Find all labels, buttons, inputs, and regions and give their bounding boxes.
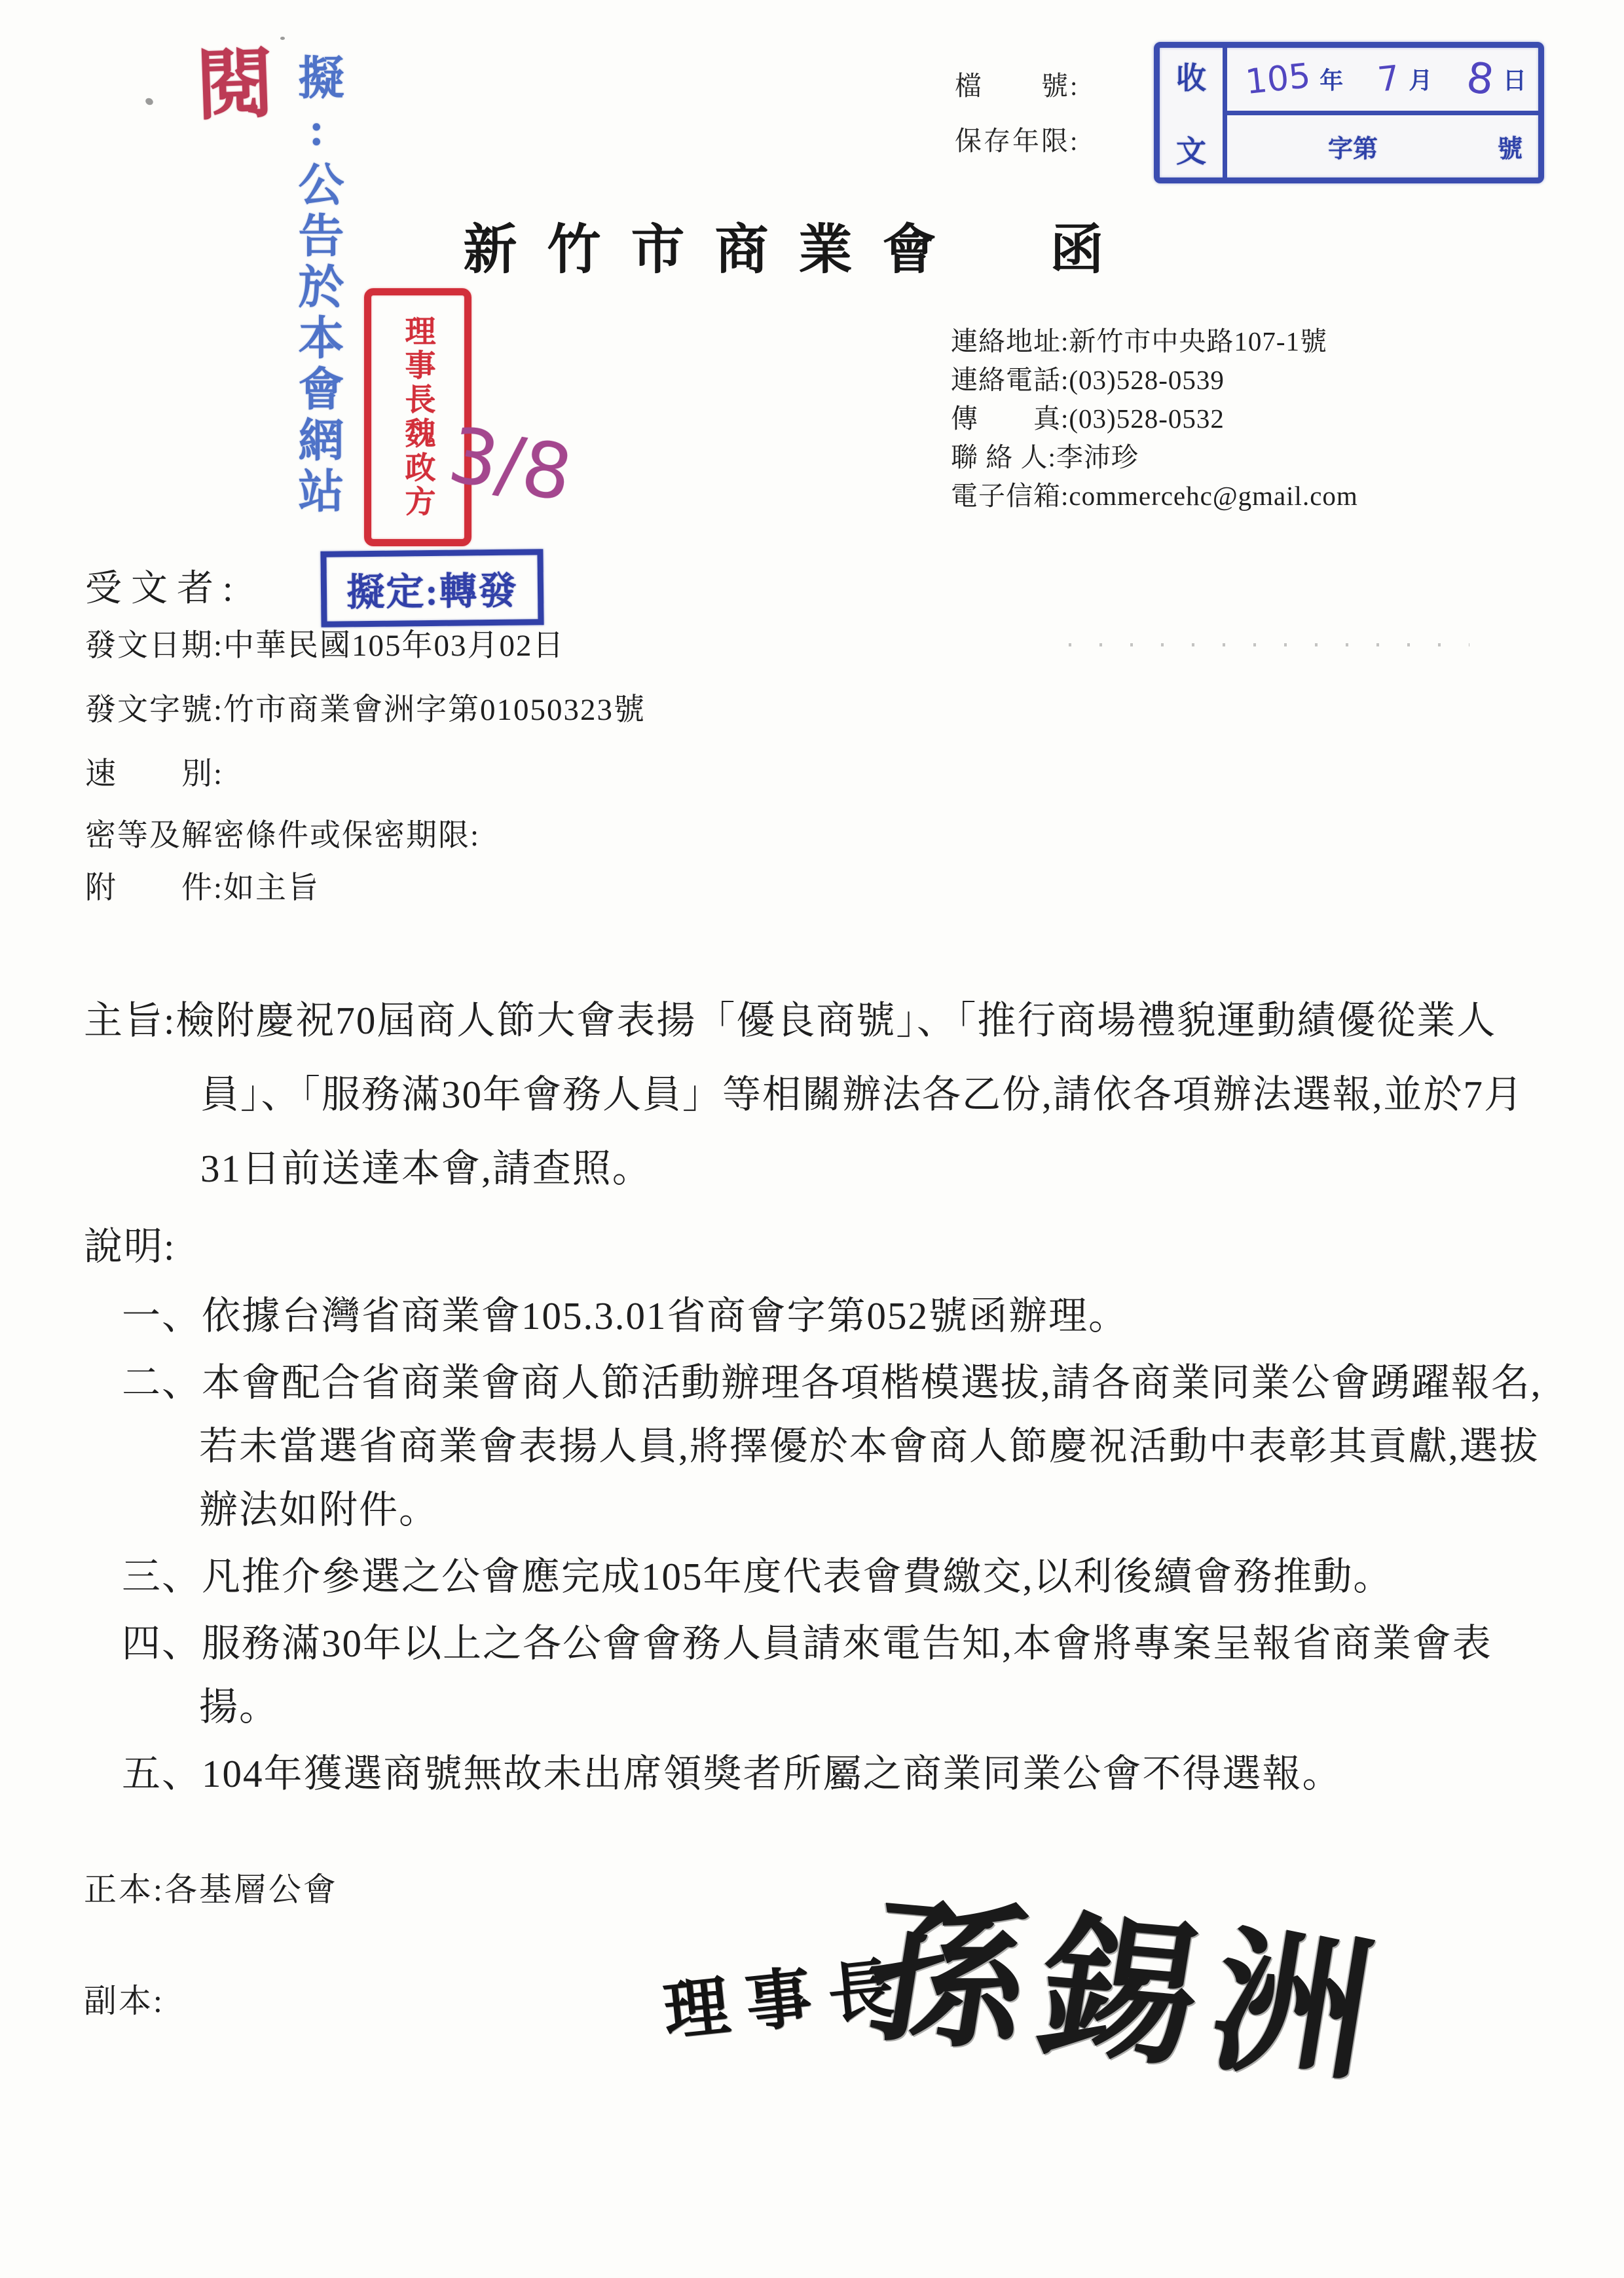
contact-address: 連絡地址:新竹市中央路107-1號	[951, 326, 1328, 356]
explanation-item: 四、服務滿30年以上之各公會會務人員請來電告知,本會將專案呈報省商業會表揚。	[122, 1622, 1492, 1728]
receipt-serial-suffix: 號	[1497, 135, 1522, 163]
scan-artifact-dots	[1069, 643, 1469, 646]
chairman-name-stamp	[364, 288, 471, 546]
receipt-day-label: 日	[1502, 67, 1526, 94]
receipt-stamp	[1154, 42, 1544, 183]
retention-period-label: 保存年限:	[955, 126, 1080, 156]
scan-speck	[280, 37, 285, 40]
receipt-char-top: 收	[1176, 62, 1206, 95]
receipt-month-label: 月	[1409, 67, 1433, 94]
contact-phone: 連絡電話:(03)528-0539	[951, 365, 1225, 395]
contact-fax: 傳 真:(03)528-0532	[951, 403, 1225, 434]
explanation-items	[122, 1284, 1551, 1806]
decision-stamp	[320, 549, 544, 627]
draft-note-handwriting: 擬:公告於本會網站	[291, 54, 342, 518]
letter-body	[84, 984, 1551, 1809]
original-copy-line: 正本:各基層公會	[84, 1871, 338, 1908]
explanation-item: 二、本會配合省商業會商人節活動辦理各項楷模選拔,請各商業同業公會踴躍報名,若未當選省商業會表揚人員,將擇優於本會商人節慶祝活動中表彰其貢獻,選拔辦法如附件。	[122, 1361, 1542, 1531]
receipt-serial-row	[1227, 115, 1538, 178]
receipt-date-row	[1227, 48, 1538, 115]
contact-email: 電子信箱:commercehc@gmail.com	[951, 481, 1358, 511]
receipt-day-value: 8	[1464, 53, 1497, 105]
subject-label: 主旨:	[84, 999, 176, 1042]
duplicate-copy-line: 副本:	[84, 1983, 164, 2019]
issue-date-line: 發文日期:中華民國105年03月02日	[85, 629, 565, 663]
receipt-stamp-side-label	[1160, 48, 1227, 177]
signature-name-calligraphy: 孫錫洲	[856, 1886, 1400, 2102]
date-mark-handwriting: 3/8	[442, 410, 578, 519]
contact-block	[951, 322, 1358, 515]
file-number-label: 檔 號:	[955, 71, 1080, 101]
explanation-label: 說明:	[84, 1225, 176, 1268]
speed-class-line: 速 別:	[85, 757, 224, 791]
recipient-label: 受文者:	[85, 569, 242, 609]
confidentiality-line: 密等及解密條件或保密期限:	[85, 819, 481, 853]
receipt-char-bottom: 文	[1176, 135, 1206, 168]
issue-number-line: 發文字號:竹市商業會洲字第01050323號	[85, 693, 646, 727]
signature-title-handwriting: 理事長	[660, 1951, 914, 2049]
explanation-item: 一、依據台灣省商業會105.3.01省商會字第052號函辦理。	[122, 1294, 1129, 1337]
subject-paragraph	[84, 984, 1551, 1206]
chairman-stamp-text: 理事長魏政方	[400, 315, 435, 519]
receipt-month-value: 7	[1376, 58, 1402, 100]
receipt-year-label: 年	[1320, 67, 1344, 94]
subject-text: 檢附慶祝70屆商人節大會表揚「優良商號」、「推行商場禮貌運動績優從業人員」、「服務滿30年會務人員」等相關辦法各乙份,請依各項辦法選報,並於7月31日前送達本會,請查照。	[175, 999, 1524, 1190]
scan-speck	[144, 97, 154, 107]
receipt-serial-prefix: 字第	[1328, 135, 1378, 163]
decision-stamp-text: 擬定:轉發	[346, 569, 519, 614]
read-mark-stamp: 閱	[194, 41, 276, 130]
explanation-item: 三、凡推介參選之公會應完成105年度代表會費繳交,以利後續會務推動。	[122, 1555, 1393, 1598]
receipt-year-value: 105	[1244, 56, 1313, 102]
explanation-item: 五、104年獲選商號無故未出席領獎者所屬之商業同業公會不得選報。	[122, 1752, 1342, 1795]
attachment-line: 附 件:如主旨	[85, 871, 320, 905]
contact-person: 聯 絡 人:李沛珍	[951, 442, 1139, 472]
document-title: 新竹市商業會 函	[463, 220, 1134, 280]
